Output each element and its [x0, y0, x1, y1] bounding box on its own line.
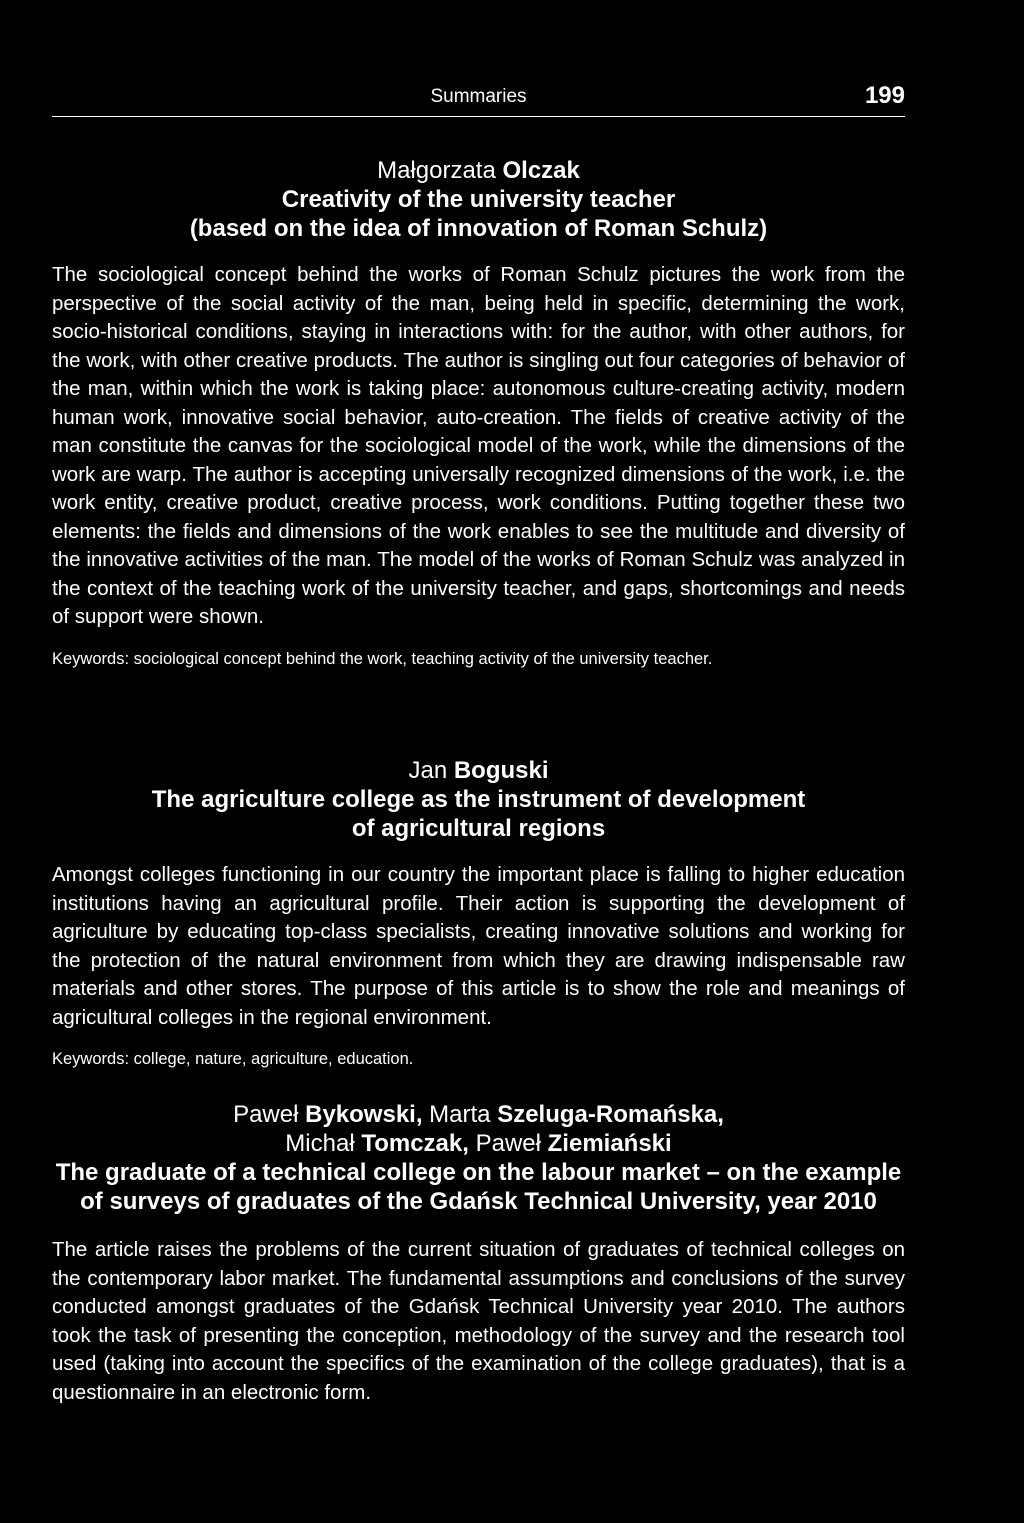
author-first-name: Marta	[429, 1101, 491, 1128]
article-title	[52, 785, 905, 843]
article-title-line: Creativity of the university teacher	[281, 186, 676, 213]
article-title-line: of agricultural regions	[351, 815, 606, 842]
author-last-name: Szeluga-Romańska,	[497, 1101, 724, 1128]
article-olczak	[52, 156, 905, 670]
article-keywords: Keywords: sociological concept behind the work, teaching activity of the university teacher.	[52, 649, 713, 668]
running-title: Summaries	[430, 86, 527, 107]
article-title-line: The agriculture college as the instrument of development	[151, 786, 806, 813]
article-bykowski	[52, 1100, 905, 1407]
author-first-name: Paweł	[475, 1130, 541, 1157]
article-title-line: of surveys of graduates of the Gdańsk Technical University, year 2010	[80, 1188, 877, 1215]
author-first-name: Michał	[285, 1130, 355, 1157]
author-first-name: Paweł	[233, 1101, 299, 1128]
article-keywords: Keywords: college, nature, agriculture, education.	[52, 1050, 414, 1068]
article-title-line: The graduate of a technical college on the labour market – on the example	[55, 1159, 902, 1186]
article-authors	[52, 1100, 905, 1158]
article-boguski	[52, 756, 905, 1070]
author-last-name: Boguski	[453, 757, 549, 784]
running-header	[52, 82, 905, 117]
page-number: 199	[864, 82, 905, 109]
article-abstract: Amongst colleges functioning in our country the important place is falling to higher education institutions having an agricultural profile. Their action is supporting the development of agriculture by educating top-class specialists, creating innovative solutions and working for the protection of the natural environment from which they are drawing indispensable raw materials and other stores. The purpose of this article is to show the role and meanings of agricultural colleges in the regional environment.	[52, 863, 905, 1029]
article-authors	[52, 156, 905, 185]
article-title-line: (based on the idea of innovation of Roman Schulz)	[189, 215, 768, 242]
author-first-name: Małgorzata	[377, 157, 496, 184]
author-last-name: Tomczak,	[361, 1130, 469, 1157]
authors-line	[52, 1100, 905, 1129]
author-last-name: Bykowski,	[305, 1101, 423, 1128]
article-authors	[52, 756, 905, 785]
article-abstract: The article raises the problems of the current situation of graduates of technical colleges on the contemporary labor market. The fundamental assumptions and conclusions of the survey conducted amongst graduates of the Gdańsk Technical University year 2010. The authors took the task of presenting the conception, methodology of the survey and the research tool used (taking into account the specifics of the examination of the college graduates), that is a questionnaire in an electronic form.	[52, 1238, 905, 1404]
article-title	[52, 185, 905, 243]
author-last-name: Ziemiański	[547, 1130, 672, 1157]
article-abstract: The sociological concept behind the works of Roman Schulz pictures the work from the perspective of the social activity of the man, being held in specific, determining the work, socio-historical conditions, staying in interactions with: for the author, with other authors, for the work, with other creative products. The author is singling out four categories of behavior of the man, within which the work is taking place: autonomous culture-creating activity, modern human work, innovative social behavior, auto-creation. The fields of creative activity of the man constitute the canvas for the sociological model of the work, while the dimensions of the work are warp. The author is accepting universally recognized dimensions of the work, i.e. the work entity, creative product, creative process, work conditions. Putting together these two elements: the fields and dimensions of the work enables to see the multitude and diversity of the innovative activities of the man. The model of the works of Roman Schulz was analyzed in the context of the teaching work of the university teacher, and gaps, shortcomings and needs of support were shown.	[52, 263, 905, 628]
author-last-name: Olczak	[502, 157, 580, 184]
authors-line	[52, 1129, 905, 1158]
author-first-name: Jan	[408, 757, 448, 784]
article-title	[52, 1158, 905, 1216]
